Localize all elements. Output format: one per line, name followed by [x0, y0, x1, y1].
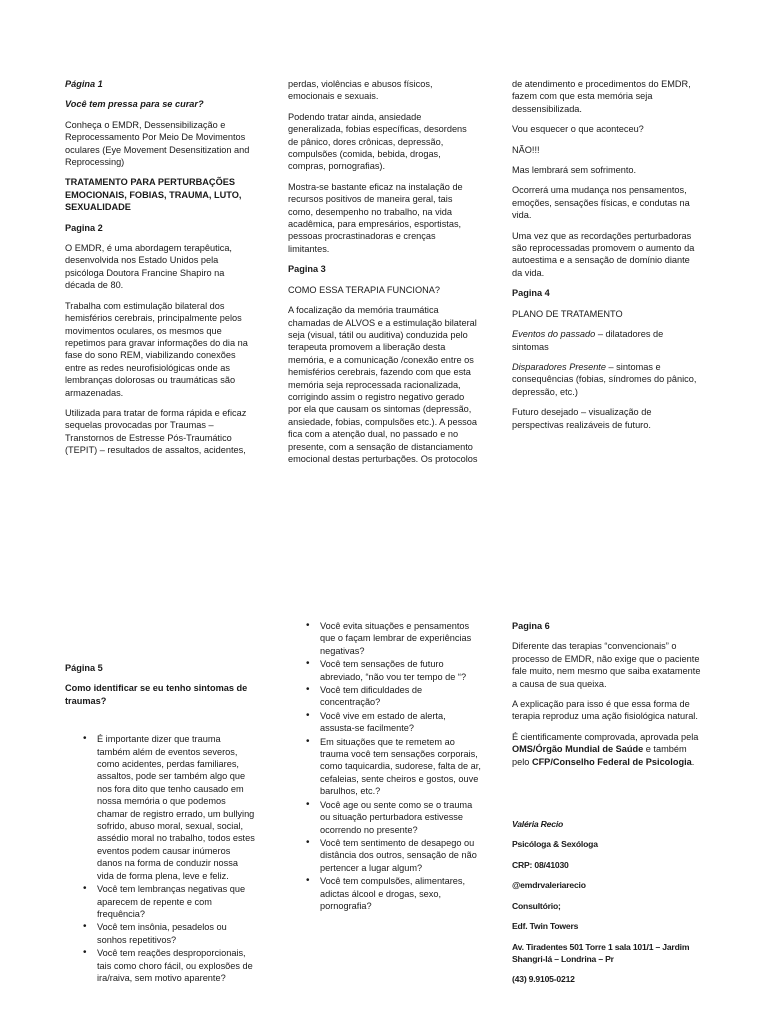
- page-3-cont-para-1: de atendimento e procedimentos do EMDR, fazem com que esta memória seja dessensibilizada.: [512, 79, 691, 114]
- page-2-cont-para-3: Mostra-se bastante eficaz na instalação de recursos positivos de maneira geral, tais como, desempenho no trabalho, na vida acadêmica, para empresários, esportistas, pessoas procrastinadoras e crenças limitantes.: [288, 181, 463, 254]
- page-2-para-3: Utilizada para tratar de forma rápida e eficaz sequelas provocadas por Traumas – Transtornos de Estresse Pós-Traumático (TEPIT) – resultados de assaltos, acidentes,: [65, 407, 247, 456]
- page-6-para-3: [512, 731, 702, 768]
- oms-text: OMS/Órgão Mundial de Saúde: [512, 744, 644, 755]
- para-3-text-b: e também pelo: [512, 744, 687, 767]
- list-item: • Você tem compulsões, alimentares, adictas álcool e drogas, sexo, pornografia?: [320, 875, 482, 912]
- page-6-para-2: A explicação para isso é que essa forma de terapia reproduz uma ação fisiológica natural.: [512, 699, 698, 722]
- page-1-title: Você tem pressa para se curar?: [65, 99, 204, 110]
- list-item: • Em situações que te remetem ao trauma você tem sensações corporais, como taquicardia, sudorese, falta de ar, cefaleias, sente cheiros e gostos, ouve barulhos, etc.?: [320, 736, 482, 798]
- para-3-text-a: É cientificamente comprovada, aprovada pela: [512, 731, 699, 742]
- page-5-label: Página 5: [65, 663, 103, 673]
- page-4-label: Pagina 4: [512, 288, 550, 299]
- contact-block: [512, 818, 702, 986]
- past-label: Eventos do passado: [512, 329, 596, 340]
- present-text: – sintomas e consequências (fobias, síndromes do pânico, depressão, etc.): [512, 361, 697, 397]
- list-item: • Você tem lembranças negativas que aparecem de repente e com frequência?: [97, 883, 255, 920]
- page-2-para-2: Trabalha com estimulação bilateral dos hemisférios cerebrais, principalmente pelos movimentos oculares, os mesmos que repetimos para gravar informações do dia na fase do sono REM, viabilizando conexões entre as redes neurofisiológicas onde as lembranças dolorosas ou traumáticas são armazenadas.: [65, 300, 248, 398]
- para-3-text-c: .: [691, 756, 695, 767]
- page-5-heading: Como identificar se eu tenho sintomas de traumas?: [65, 683, 248, 706]
- page-3-para-1: A focalização da memória traumática chamadas de ALVOS e a estimulação bilateral seja (visual, tátil ou auditiva) conduzida pelo terapeuta promovem a liberação desta memória, e a comunicação /conexão entre os hemisférios cerebrais, fazendo com que esta memória seja reprocessada racionalizada, corrigindo assim o registro negativo gerado por ela que causam os sintomas (depressão, ansiedade, fobias, compulsões etc.). A pessoa fica com a atenção dual, no passado e no presente, com a sensação de distanciamento emocional destas perturbações. Os protocolos: [288, 305, 478, 464]
- column-page-5: [65, 662, 255, 985]
- page-5-list: [65, 733, 255, 984]
- contact-crp: CRP: 08/41030: [512, 859, 569, 870]
- page-3-label: Pagina 3: [288, 264, 326, 275]
- page-1-heading: TRATAMENTO PARA PERTURBAÇÕES EMOCIONAIS, FOBIAS, TRAUMA, LUTO, SEXUALIDADE: [65, 177, 242, 213]
- list-item: • Você age ou sente como se o trauma ou situação perturbadora estivesse ocorrendo no presente?: [320, 799, 482, 836]
- page-4-present: [512, 361, 702, 398]
- column-page-6: [512, 620, 702, 994]
- list-item: • É importante dizer que trauma também além de eventos severos, como acidentes, perdas familiares, assaltos, pode ser também algo que nos fora dito que tenho causado em nossa memória o que podemos chamar de registro errado, um bullying sofrido, abuso moral, sexual, social, assédio moral no trabalho, todos estes eventos podem causar inúmeros danos na forma de conduzir nossa vida de forma plena, leve e feliz.: [97, 733, 255, 882]
- cfp-text: CFP/Conselho Federal de Psicologia: [531, 756, 692, 767]
- column-page-5-cont: [288, 620, 482, 913]
- page-3-heading: COMO ESSA TERAPIA FUNCIONA?: [288, 284, 440, 295]
- contact-office: Consultório;: [512, 900, 561, 911]
- list-item: • Você tem insônia, pesadelos ou sonhos repetitivos?: [97, 921, 255, 946]
- page-2-label: Pagina 2: [65, 222, 103, 233]
- page-2-para-1: O EMDR, é uma abordagem terapêutica, desenvolvida nos Estado Unidos pela psicóloga Doutora Francine Shapiro na década de 80.: [65, 243, 232, 291]
- page-1-label: Página 1: [65, 79, 103, 89]
- past-text: – dilatadores de sintomas: [512, 329, 664, 352]
- page-2-cont-para-2: Podendo tratar ainda, ansiedade generalizada, fobias específicas, desordens de pânico, dores crônicas, depressão, compulsões (comida, bebida, drogas, compras, pornografias).: [288, 111, 467, 172]
- contact-role: Psicóloga & Sexóloga: [512, 839, 598, 850]
- page-1-intro: Conheça o EMDR, Dessensibilização e Reprocessamento Por Meio De Movimentos oculares (Eye Movement Desensitization and Reprocessing): [65, 119, 250, 168]
- page-4-heading: PLANO DE TRATAMENTO: [512, 308, 623, 319]
- contact-address: Av. Tiradentes 501 Torre 1 sala 101/1 – Jardim Shangri-lá – Londrina – Pr: [512, 941, 690, 964]
- list-item: • Você vive em estado de alerta, assusta-se facilmente?: [320, 710, 482, 735]
- page-6-para-1: Diferente das terapias “convencionais” o processo de EMDR, não exige que o paciente fale muito, nem mesmo que saiba exatamente a causa de sua queixa.: [512, 641, 701, 689]
- column-page-1-2: [65, 78, 255, 465]
- page-6-label: Pagina 6: [512, 621, 550, 631]
- list-item: • Você tem reações desproporcionais, tais como choro fácil, ou explosões de ira/raiva, sem motivo aparente?: [97, 947, 255, 984]
- page-5-cont-list: [288, 620, 482, 912]
- column-page-2-3: [288, 78, 478, 473]
- list-item: • Você tem sentimento de desapego ou distância dos outros, sensação de não pertencer a lugar algum?: [320, 837, 482, 874]
- page-3-result: Uma vez que as recordações perturbadoras são reprocessadas promovem o aumento da autoestima e a sensação de domínio diante da vida.: [512, 230, 695, 278]
- contact-phone: (43) 9.9105-0212: [512, 974, 575, 985]
- contact-handle: @emdrvaleriarecio: [512, 880, 586, 891]
- list-item: • Você tem sensações de futuro abreviado, “não vou ter tempo de “?: [320, 658, 482, 683]
- page-3-change: Ocorrerá uma mudança nos pensamentos, emoções, sensações físicas, e condutas na vida.: [512, 185, 690, 221]
- contact-name: Valéria Recio: [512, 819, 564, 830]
- column-page-3-4: [512, 78, 702, 439]
- contact-building: Edf. Twin Towers: [512, 921, 579, 932]
- page-3-question: Vou esquecer o que aconteceu?: [512, 124, 644, 135]
- page-2-cont-para-1: perdas, violências e abusos físicos, emocionais e sexuais.: [288, 79, 433, 102]
- page-4-past: [512, 328, 702, 353]
- list-item: • Você tem dificuldades de concentração?: [320, 684, 482, 709]
- list-item: • Você evita situações e pensamentos que o façam lembrar de experiências negativas?: [320, 620, 482, 657]
- present-label: Disparadores Presente: [512, 361, 606, 372]
- page-3-no: NÃO!!!: [512, 144, 540, 155]
- page-4-future: Futuro desejado – visualização de perspectivas realizáveis de futuro.: [512, 407, 652, 430]
- page-3-remember: Mas lembrará sem sofrimento.: [512, 165, 637, 176]
